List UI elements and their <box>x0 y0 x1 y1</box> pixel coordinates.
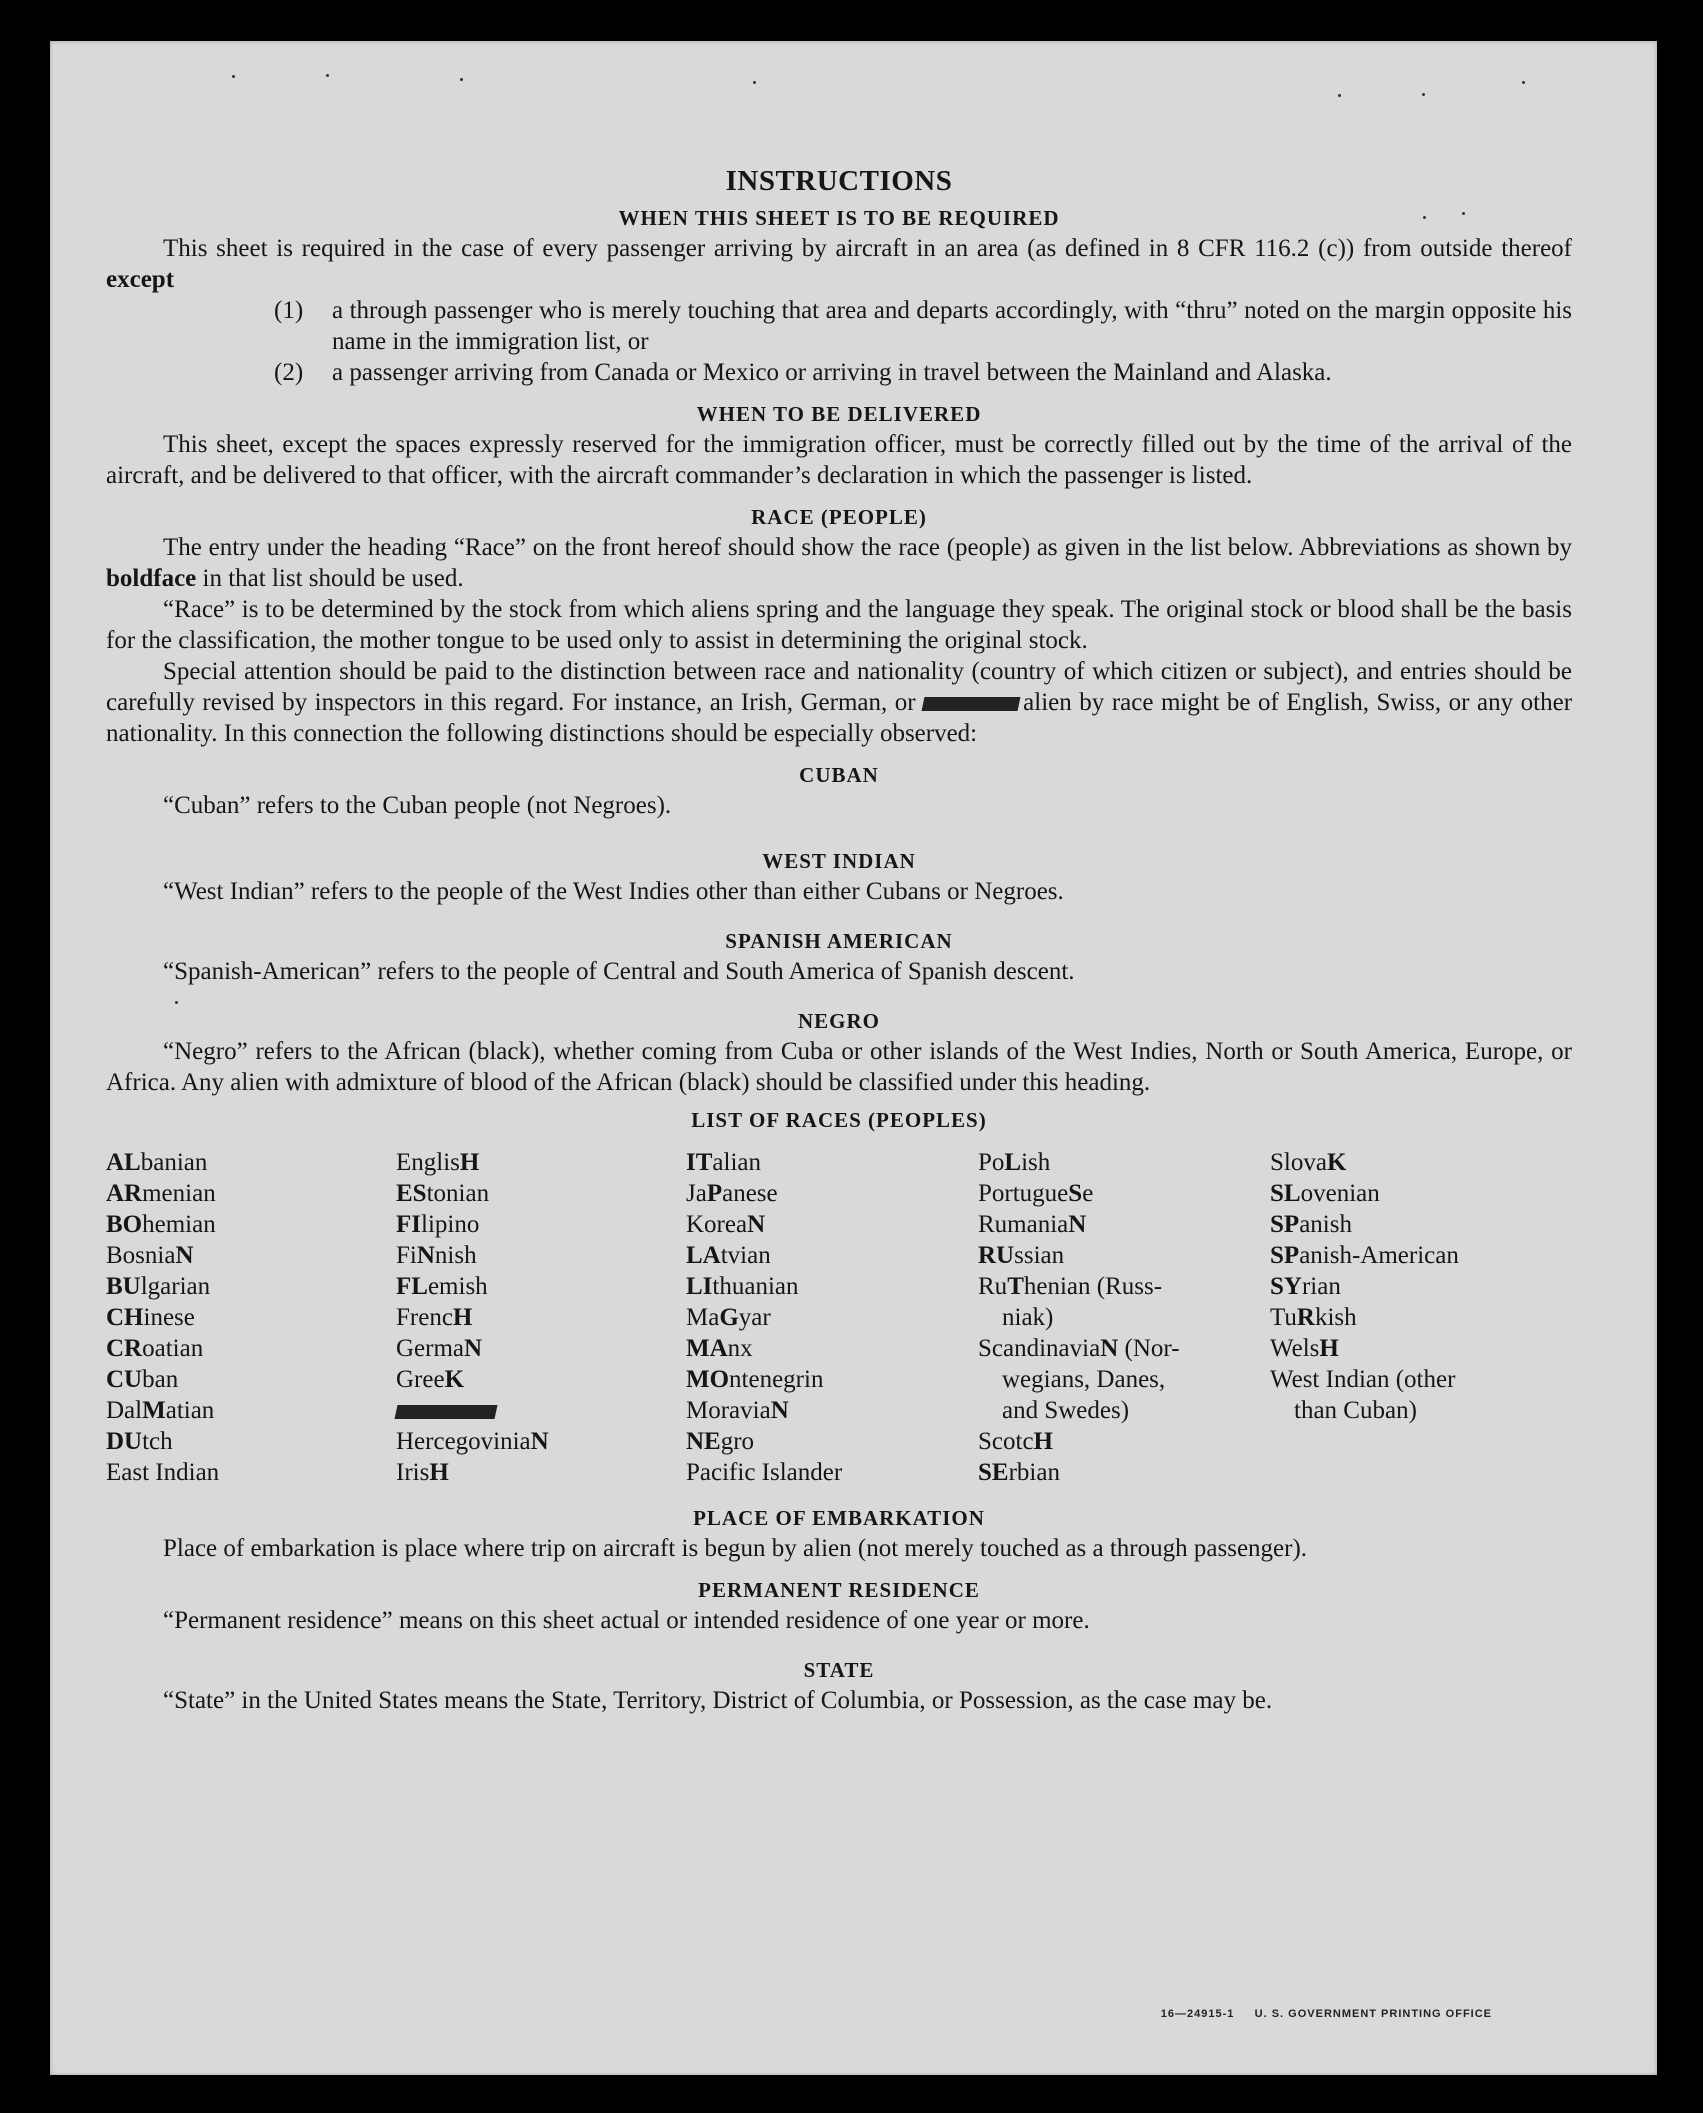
race-entry <box>106 1302 396 1333</box>
race-name-part: (Nor- <box>1118 1335 1180 1362</box>
scan-speck <box>460 78 463 81</box>
races-table <box>106 1147 1572 1488</box>
races-column <box>978 1147 1270 1488</box>
race-name-part: Tu <box>1270 1304 1297 1331</box>
list-item <box>106 357 1572 388</box>
race-entry <box>396 1240 686 1271</box>
heading-race: RACE (PEOPLE) <box>751 505 927 529</box>
race-p3-b: alien by race might be of English, Swiss, or any other nationality. In this connection the following distinctions should be especially observed: <box>106 689 1573 747</box>
race-abbreviation: N <box>464 1335 483 1362</box>
race-entry <box>686 1178 978 1209</box>
race-name-part: lgarian <box>140 1273 211 1300</box>
race-abbreviation: T <box>1007 1273 1024 1300</box>
race-name-part: ish <box>1021 1149 1051 1176</box>
race-name-part: Gree <box>396 1366 445 1393</box>
race-name-part: henian (Russ- <box>1023 1273 1163 1300</box>
race-abbreviation: DU <box>106 1428 143 1455</box>
race-entry <box>978 1395 1270 1426</box>
race-abbreviation: AR <box>106 1180 143 1207</box>
paragraph-cuban: “Cuban” refers to the Cuban people (not Negroes). <box>163 792 672 819</box>
race-abbreviation: SY <box>1270 1273 1302 1300</box>
race-p1-bold: boldface <box>106 565 197 592</box>
heading-embarkation: PLACE OF EMBARKATION <box>693 1506 985 1530</box>
races-column <box>1270 1147 1560 1488</box>
race-name-part: e <box>1082 1180 1094 1207</box>
race-name-part: Pacific Islander <box>686 1459 843 1486</box>
printer-name: U. S. GOVERNMENT PRINTING OFFICE <box>1254 2008 1492 2020</box>
race-entry <box>978 1457 1270 1488</box>
race-name-part: Po <box>978 1149 1005 1176</box>
race-entry <box>686 1333 978 1364</box>
race-entry <box>686 1302 978 1333</box>
race-continuation: niak) <box>1002 1304 1054 1331</box>
race-name-part: Wels <box>1270 1335 1320 1362</box>
race-entry <box>396 1426 686 1457</box>
race-abbreviation: H <box>459 1149 480 1176</box>
race-abbreviation: CH <box>106 1304 144 1331</box>
race-name-part: Bosnia <box>106 1242 176 1269</box>
when-required-except: except <box>106 266 175 293</box>
race-name-part: Portugue <box>978 1180 1069 1207</box>
paragraph-west-indian: “West Indian” refers to the people of the West Indies other than either Cubans or Negroes. <box>163 878 1064 905</box>
race-name-part: ovenian <box>1300 1180 1380 1207</box>
race-abbreviation: LA <box>686 1242 721 1269</box>
printer-imprint <box>1161 2008 1492 2020</box>
race-continuation: wegians, Danes, <box>1002 1366 1166 1393</box>
race-name-part: Scotc <box>978 1428 1034 1455</box>
race-abbreviation: SE <box>978 1459 1009 1486</box>
race-name-part: Germa <box>396 1335 465 1362</box>
race-entry <box>1270 1364 1560 1395</box>
race-name-part: anish-American <box>1299 1242 1459 1269</box>
race-name-part: West Indian (other <box>1270 1366 1456 1393</box>
race-abbreviation: CR <box>106 1335 143 1362</box>
item-text: a passenger arriving from Canada or Mexico or arriving in travel between the Mainland and Alaska. <box>332 359 1332 386</box>
paragraph-when-delivered: This sheet, except the spaces expressly reserved for the immigration officer, must be correctly filled out by the time of the arrival of the aircraft, and be delivered to that officer, with the aircraft commander’s declaration in which the passenger is listed. <box>106 431 1572 489</box>
race-abbreviation: R <box>1296 1304 1315 1331</box>
when-required-intro: This sheet is required in the case of every passenger arriving by aircraft in an area (as defined in 8 CFR 116.2 (c)) from outside thereof <box>163 235 1572 262</box>
paragraph-race-3 <box>106 656 1572 749</box>
race-name-part: ban <box>142 1366 179 1393</box>
race-entry <box>978 1178 1270 1209</box>
race-entry <box>686 1240 978 1271</box>
race-abbreviation: SP <box>1270 1211 1300 1238</box>
race-name-part: Ru <box>978 1273 1008 1300</box>
instructions-content <box>106 165 1572 1716</box>
race-entry <box>978 1333 1270 1364</box>
race-entry <box>686 1364 978 1395</box>
paragraph-embarkation: Place of embarkation is place where trip on aircraft is begun by alien (not merely touched as a through passenger). <box>163 1535 1308 1562</box>
race-entry <box>978 1364 1270 1395</box>
race-abbreviation: H <box>1033 1428 1053 1455</box>
race-p3-a: Special attention should be paid to the distinction between race and nationality (country of which citizen or subject), and entries should be carefully revised by inspectors in this regard. For instance, an Irish, German, or <box>106 658 1572 716</box>
race-entry <box>106 1426 396 1457</box>
race-entry <box>1270 1209 1560 1240</box>
race-entry <box>396 1147 686 1178</box>
race-entry <box>1270 1271 1560 1302</box>
race-entry <box>106 1209 396 1240</box>
race-abbreviation: RU <box>978 1242 1015 1269</box>
race-abbreviation: N <box>530 1428 549 1455</box>
race-abbreviation: L <box>1004 1149 1022 1176</box>
heading-permanent-residence: PERMANENT RESIDENCE <box>698 1578 980 1602</box>
race-name-part: gro <box>720 1428 755 1455</box>
race-name-part: Ma <box>686 1304 720 1331</box>
scan-speck <box>1422 93 1425 96</box>
race-name-part: nish <box>434 1242 477 1269</box>
race-name-part: kish <box>1314 1304 1357 1331</box>
form-number: 16—24915-1 <box>1160 2008 1235 2020</box>
race-abbreviation: M <box>142 1397 166 1424</box>
race-name-part: Englis <box>396 1149 460 1176</box>
paragraph-spanish-american: “Spanish-American” refers to the people of Central and South America of Spanish descent. <box>163 958 1075 985</box>
race-name-part: Fi <box>396 1242 417 1269</box>
item-number: (2) <box>274 359 304 386</box>
race-abbreviation: P <box>706 1180 723 1207</box>
race-abbreviation: N <box>770 1397 789 1424</box>
race-entry <box>1270 1302 1560 1333</box>
race-entry <box>978 1426 1270 1457</box>
race-abbreviation: MO <box>686 1366 730 1393</box>
race-entry <box>106 1364 396 1395</box>
race-entry <box>1270 1178 1560 1209</box>
race-name-part: atian <box>165 1397 215 1424</box>
race-name-part: tonian <box>426 1180 490 1207</box>
document-sheet <box>50 41 1657 2075</box>
race-entry <box>686 1426 978 1457</box>
race-entry <box>396 1364 686 1395</box>
heading-when-delivered: WHEN TO BE DELIVERED <box>696 402 982 426</box>
race-name-part: Dal <box>106 1397 143 1424</box>
race-abbreviation: K <box>1326 1149 1347 1176</box>
race-entry <box>396 1302 686 1333</box>
race-abbreviation: MA <box>686 1335 728 1362</box>
scan-speck <box>232 75 235 78</box>
heading-negro: NEGRO <box>797 1009 880 1033</box>
paragraph-race-2: “Race” is to be determined by the stock from which aliens spring and the language they speak. The original stock or blood shall be the basis for the classification, the mother tongue to be used only to assist in determining the original stock. <box>106 596 1572 654</box>
race-abbreviation: H <box>1319 1335 1339 1362</box>
race-entry <box>978 1302 1270 1333</box>
race-name-part: oatian <box>142 1335 204 1362</box>
race-abbreviation: G <box>719 1304 739 1331</box>
race-name-part: thuanian <box>712 1273 799 1300</box>
race-abbreviation: H <box>452 1304 473 1331</box>
race-name-part: alian <box>712 1149 761 1176</box>
race-entry <box>686 1209 978 1240</box>
race-p1-a: The entry under the heading “Race” on the front hereof should show the race (people) as given in the list below. Abbreviations as shown by <box>163 534 1572 561</box>
race-entry <box>396 1395 686 1426</box>
race-abbreviation: N <box>175 1242 194 1269</box>
race-abbreviation: SP <box>1270 1242 1300 1269</box>
heading-spanish-american: SPANISH AMERICAN <box>725 929 953 953</box>
race-name-part: anish <box>1299 1211 1352 1238</box>
race-abbreviation: FI <box>396 1211 421 1238</box>
race-abbreviation: CU <box>106 1366 143 1393</box>
race-name-part: inese <box>143 1304 195 1331</box>
race-entry <box>978 1271 1270 1302</box>
race-entry <box>686 1395 978 1426</box>
heading-cuban: CUBAN <box>799 763 879 787</box>
race-entry <box>686 1457 978 1488</box>
race-name-part: Ja <box>686 1180 707 1207</box>
heading-west-indian: WEST INDIAN <box>762 849 916 873</box>
race-name-part: banian <box>140 1149 208 1176</box>
race-entry <box>106 1240 396 1271</box>
race-abbreviation: N <box>1068 1211 1087 1238</box>
race-abbreviation: S <box>1068 1180 1083 1207</box>
race-entry <box>686 1147 978 1178</box>
race-entry <box>396 1209 686 1240</box>
race-entry <box>978 1240 1270 1271</box>
race-continuation: than Cuban) <box>1294 1397 1417 1424</box>
race-abbreviation: BU <box>106 1273 141 1300</box>
race-name-part: hemian <box>142 1211 216 1238</box>
races-column <box>106 1147 396 1488</box>
scan-speck <box>1338 94 1341 97</box>
race-name-part: nx <box>727 1335 753 1362</box>
race-name-part: rian <box>1301 1273 1341 1300</box>
race-entry <box>686 1271 978 1302</box>
race-abbreviation: NE <box>686 1428 721 1455</box>
race-entry <box>106 1395 396 1426</box>
race-name-part: tch <box>142 1428 173 1455</box>
race-continuation: and Swedes) <box>1002 1397 1130 1424</box>
race-name-part: yar <box>738 1304 771 1331</box>
race-name-part: East Indian <box>106 1459 220 1486</box>
race-entry <box>1270 1240 1560 1271</box>
item-number: (1) <box>274 297 304 324</box>
race-name-part: Rumania <box>978 1211 1069 1238</box>
race-name-part: Iris <box>396 1459 430 1486</box>
redaction-mark <box>395 1405 498 1419</box>
race-abbreviation: SL <box>1270 1180 1301 1207</box>
race-abbreviation: N <box>416 1242 435 1269</box>
race-entry <box>396 1457 686 1488</box>
race-abbreviation: BO <box>106 1211 143 1238</box>
race-entry <box>1270 1147 1560 1178</box>
list-item <box>106 295 1572 357</box>
race-name-part: Korea <box>686 1211 748 1238</box>
paragraph-state: “State” in the United States means the State, Territory, District of Columbia, or Possession, as the case may be. <box>163 1687 1273 1714</box>
scan-speck <box>1522 81 1525 84</box>
race-abbreviation: FL <box>396 1273 428 1300</box>
race-name-part: anese <box>722 1180 778 1207</box>
item-text: a through passenger who is merely touching that area and departs accordingly, with “thru” noted on the margin opposite his name in the immigration list, or <box>332 297 1572 355</box>
race-name-part: tvian <box>720 1242 771 1269</box>
race-entry <box>1270 1333 1560 1364</box>
race-abbreviation: N <box>747 1211 766 1238</box>
race-entry <box>396 1333 686 1364</box>
race-entry <box>978 1209 1270 1240</box>
race-name-part: Moravia <box>686 1397 771 1424</box>
race-entry <box>106 1271 396 1302</box>
redaction-mark <box>922 697 1021 711</box>
paragraph-permanent-residence: “Permanent residence” means on this sheet actual or intended residence of one year or more. <box>163 1607 1090 1634</box>
heading-state: STATE <box>803 1658 875 1682</box>
race-abbreviation: ES <box>396 1180 427 1207</box>
race-entry <box>1270 1395 1560 1426</box>
paragraph-negro: “Negro” refers to the African (black), whether coming from Cuba or other islands of the West Indies, North or South America, Europe, or Africa. Any alien with admixture of blood of the African (black) should be classified under this heading. <box>106 1038 1572 1096</box>
race-p1-b: in that list should be used. <box>202 565 464 592</box>
race-abbreviation: IT <box>686 1149 713 1176</box>
race-entry <box>978 1147 1270 1178</box>
scan-speck <box>326 74 329 77</box>
races-column <box>396 1147 686 1488</box>
scan-speck <box>753 81 756 84</box>
race-name-part: ntenegrin <box>729 1366 824 1393</box>
race-abbreviation: K <box>444 1366 465 1393</box>
race-name-part: rbian <box>1008 1459 1060 1486</box>
race-name-part: Slova <box>1270 1149 1327 1176</box>
race-name-part: Frenc <box>396 1304 453 1331</box>
race-name-part: emish <box>427 1273 488 1300</box>
race-name-part: Scandinavia <box>978 1335 1101 1362</box>
race-abbreviation: AL <box>106 1149 141 1176</box>
heading-when-required: WHEN THIS SHEET IS TO BE REQUIRED <box>618 206 1060 230</box>
race-entry <box>106 1457 396 1488</box>
race-entry <box>396 1271 686 1302</box>
races-column <box>686 1147 978 1488</box>
race-abbreviation: H <box>429 1459 449 1486</box>
paragraph-race-1 <box>106 532 1572 594</box>
race-entry <box>106 1147 396 1178</box>
paragraph-when-required <box>106 233 1572 295</box>
race-name-part: lipino <box>421 1211 480 1238</box>
race-name-part: ssian <box>1014 1242 1065 1269</box>
race-name-part: Hercegovinia <box>396 1428 531 1455</box>
race-abbreviation: LI <box>686 1273 713 1300</box>
heading-list-of-races: LIST OF RACES (PEOPLES) <box>691 1108 987 1132</box>
race-entry <box>106 1178 396 1209</box>
race-entry <box>396 1178 686 1209</box>
race-name-part: menian <box>142 1180 216 1207</box>
race-entry <box>106 1333 396 1364</box>
page-title: INSTRUCTIONS <box>725 165 953 197</box>
race-abbreviation: N <box>1100 1335 1119 1362</box>
